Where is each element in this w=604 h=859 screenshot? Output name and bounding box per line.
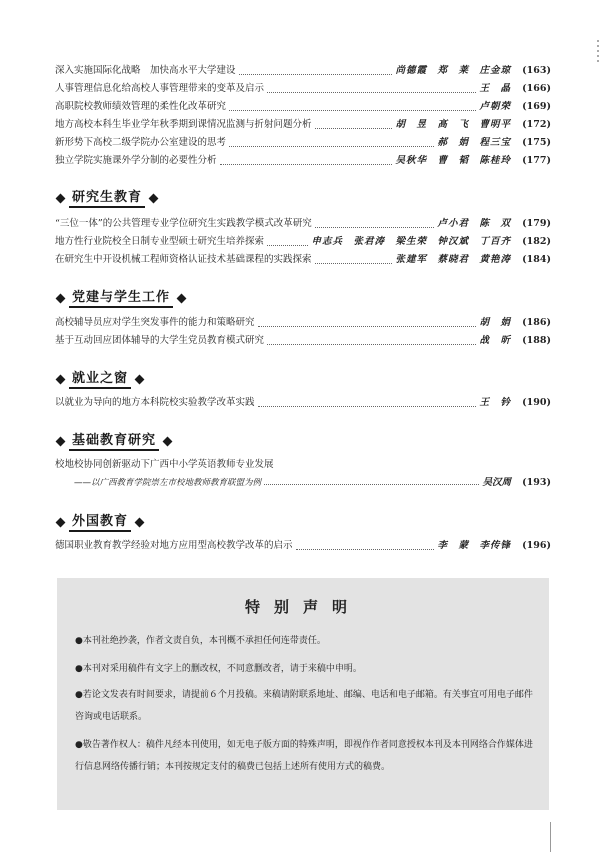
entry-title: 人事管理信息化给高校人事管理带来的变革及启示 xyxy=(55,83,265,94)
entry-page-number: (196) xyxy=(522,540,551,551)
entry-authors: 卢小君 陈 双 xyxy=(437,218,511,229)
page-edge-marks xyxy=(597,40,599,70)
diamond-icon xyxy=(56,193,66,203)
entry-page-number: (184) xyxy=(522,254,551,265)
toc-entry[interactable] xyxy=(55,456,551,472)
entry-authors: 郝 娟 程三宝 xyxy=(437,137,511,148)
dot-leader xyxy=(267,245,308,246)
entry-title: 新形势下高校二级学院办公室建设的思考 xyxy=(55,137,227,148)
entry-authors: 王 钤 xyxy=(479,397,511,408)
toc-entry-subtitle[interactable] xyxy=(74,474,551,488)
entry-page-number: (190) xyxy=(522,397,551,408)
entry-page-number: (175) xyxy=(522,137,551,148)
entry-page-number: (179) xyxy=(522,218,551,229)
diamond-icon xyxy=(177,293,187,303)
section-title: 基础教育研究 xyxy=(69,432,159,451)
diamond-icon xyxy=(56,374,66,384)
section-title: 就业之窗 xyxy=(69,370,131,389)
dot-leader xyxy=(267,344,476,345)
entry-page-number: (188) xyxy=(522,335,551,346)
dot-leader xyxy=(315,128,393,129)
section-header-basic-education-research xyxy=(57,431,171,451)
entry-title: 基于互动回应团体辅导的大学生党员教育模式研究 xyxy=(55,335,265,346)
entry-authors: 王 晶 xyxy=(479,83,511,94)
entry-authors: 胡 娟 xyxy=(479,317,511,328)
notice-item: ●若论文发表有时间要求，请提前６个月投稿。来稿请附联系地址、邮编、电话和电子邮箱。有关事宜可用电子邮件咨询或电话联系。 xyxy=(75,690,533,722)
dot-leader xyxy=(229,110,476,111)
dot-leader xyxy=(258,406,477,407)
diamond-icon xyxy=(135,517,145,527)
toc-entry[interactable] xyxy=(55,116,551,132)
special-notice-box xyxy=(57,578,549,810)
entry-authors: 胡 昱 高 飞 曹明平 xyxy=(395,119,511,130)
section-header-graduate-education xyxy=(57,188,157,208)
toc-entry[interactable] xyxy=(55,215,551,231)
dot-leader xyxy=(220,164,393,165)
entry-page-number: (172) xyxy=(522,119,551,130)
entry-title: 德国职业教育教学经验对地方应用型高校教学改革的启示 xyxy=(55,540,293,551)
dot-leader xyxy=(315,263,393,264)
toc-entry[interactable] xyxy=(55,152,551,168)
section-header-employment-window xyxy=(57,369,143,389)
entry-title: 地方性行业院校全日制专业型硕士研究生培养探索 xyxy=(55,236,265,247)
entry-authors: 张建军 蔡晓君 黄艳涛 xyxy=(395,254,511,265)
toc-entry[interactable] xyxy=(55,251,551,267)
toc-entry[interactable] xyxy=(55,314,551,330)
section-title: 研究生教育 xyxy=(69,189,145,208)
diamond-icon xyxy=(56,517,66,527)
entry-authors: 尚德霞 郑 莱 庄金琼 xyxy=(395,65,511,76)
toc-entry[interactable] xyxy=(55,80,551,96)
entry-authors: 李 蒙 李传锋 xyxy=(437,540,511,551)
dot-leader xyxy=(258,326,477,327)
section-header-foreign-education xyxy=(57,512,143,532)
section-title: 外国教育 xyxy=(69,513,131,532)
dot-leader xyxy=(267,92,476,93)
page-fold-mark xyxy=(550,822,551,852)
entry-title: 在研究生中开设机械工程师资格认证技术基础课程的实践探索 xyxy=(55,254,312,265)
toc-entry[interactable] xyxy=(55,332,551,348)
toc-entry[interactable] xyxy=(55,98,551,114)
diamond-icon xyxy=(56,293,66,303)
entry-title: 高校辅导员应对学生突发事件的能力和策略研究 xyxy=(55,317,255,328)
entry-page-number: (193) xyxy=(522,477,551,488)
notice-item: ●敬告著作权人：稿件凡经本刊使用，如无电子版方面的特殊声明，即视作作者同意授权本刊及本刊网络合作媒体进行信息网络传播行销；本刊按规定支付的稿费已包括上述所有使用方式的稿费。 xyxy=(75,740,533,772)
diamond-icon xyxy=(56,436,66,446)
entry-authors: 战 昕 xyxy=(479,335,511,346)
diamond-icon xyxy=(149,193,159,203)
section-header-party-and-student-work xyxy=(57,288,185,308)
toc-entry[interactable] xyxy=(55,537,551,553)
toc-entry[interactable] xyxy=(55,134,551,150)
notice-item: ●本刊社绝抄袭，作者文责自负，本刊概不承担任何连带责任。 xyxy=(75,636,326,646)
entry-page-number: (163) xyxy=(522,65,551,76)
toc-entry[interactable] xyxy=(55,233,551,249)
dot-leader xyxy=(229,146,434,147)
entry-authors: 申志兵 张君涛 梁生荣 钟汉斌 丁百齐 xyxy=(311,236,511,247)
dot-leader xyxy=(296,549,435,550)
entry-title: 以就业为导向的地方本科院校实验教学改革实践 xyxy=(55,397,255,408)
entry-authors: 卢朝荣 xyxy=(479,101,511,112)
entry-page-number: (169) xyxy=(522,101,551,112)
entry-title: “三位一体”的公共管理专业学位研究生实践教学模式改革研究 xyxy=(55,218,312,229)
entry-page-number: (166) xyxy=(522,83,551,94)
entry-authors: 吴秋华 曹 韬 陈桂玲 xyxy=(395,155,511,166)
entry-page-number: (177) xyxy=(522,155,551,166)
entry-title: 独立学院实施课外学分制的必要性分析 xyxy=(55,155,217,166)
diamond-icon xyxy=(163,436,173,446)
dot-leader xyxy=(264,484,479,485)
entry-title: 高职院校教师绩效管理的柔性化改革研究 xyxy=(55,101,227,112)
toc-entry[interactable] xyxy=(55,394,551,410)
entry-subtitle: ——以广西教育学院崇左市校地教师教育联盟为例 xyxy=(74,478,262,488)
dot-leader xyxy=(239,74,393,75)
notice-title: 特别声明 xyxy=(244,598,361,616)
toc-entry[interactable] xyxy=(55,62,551,78)
section-title: 党建与学生工作 xyxy=(69,289,173,308)
entry-page-number: (182) xyxy=(522,236,551,247)
diamond-icon xyxy=(135,374,145,384)
notice-item: ●本刊对采用稿件有文字上的删改权，不同意删改者，请于来稿中申明。 xyxy=(75,664,362,674)
entry-page-number: (186) xyxy=(522,317,551,328)
entry-title: 地方高校本科生毕业学年秋季期到课情况监测与折射问题分析 xyxy=(55,119,312,130)
dot-leader xyxy=(315,227,435,228)
entry-title: 校地校协同创新驱动下广西中小学英语教师专业发展 xyxy=(55,459,274,470)
entry-title: 深入实施国际化战略 加快高水平大学建设 xyxy=(55,65,236,76)
entry-authors: 吴汉周 xyxy=(482,477,511,488)
